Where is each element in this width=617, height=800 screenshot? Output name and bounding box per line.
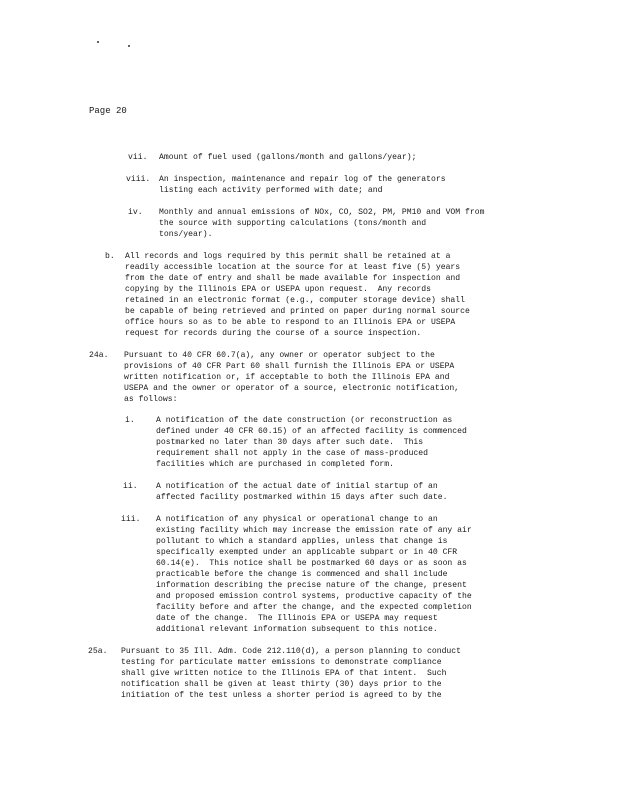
item-label: vii.	[128, 153, 148, 162]
item-label: viii.	[126, 175, 151, 184]
item-label: 24a.	[89, 351, 109, 360]
item-line: initiation of the test unless a shorter period is agreed to by the	[121, 691, 442, 700]
item-line: Pursuant to 40 CFR 60.7(a), any owner or operator subject to the	[124, 351, 435, 360]
item-line: office hours so as to be able to respond to an Illinois EPA or USEPA	[125, 318, 456, 327]
item-line: postmarked no later than 30 days after such date. This	[156, 438, 424, 447]
item-line: A notification of the date construction (or reconstruction as	[156, 416, 453, 425]
item-line: existing facility which may increase the emission rate of any air	[156, 526, 472, 535]
item-line: USEPA and the owner or operator of a source, electronic notification,	[124, 384, 460, 393]
item-line: tons/year).	[159, 230, 213, 239]
item-line: date of the change. The Illinois EPA or USEPA may request	[156, 614, 438, 623]
item-line: Amount of fuel used (gallons/month and gallons/year);	[159, 153, 417, 162]
item-line: request for records during the course of a source inspection.	[125, 329, 422, 338]
item-line: additional relevant information subsequent to this notice.	[156, 625, 438, 634]
item-line: listing each activity performed with date; and	[159, 186, 383, 195]
item-line: from the date of entry and shall be made available for inspection and	[125, 274, 461, 283]
item-line: practicable before the change is commenced and shall include	[156, 570, 448, 579]
item-line: information describing the precise nature of the change, present	[156, 581, 467, 590]
item-label: ii.	[123, 482, 138, 491]
item-label: i.	[125, 416, 135, 425]
item-label: iii.	[121, 515, 141, 524]
item-line: defined under 40 CFR 60.15) of an affected facility is commenced	[156, 427, 467, 436]
item-line: specifically exempted under an applicable subpart or in 40 CFR	[156, 548, 458, 557]
item-line: provisions of 40 CFR Part 60 shall furnish the Illinois EPA or USEPA	[124, 362, 455, 371]
item-line: retained in an electronic format (e.g., computer storage device) shall	[125, 296, 465, 305]
item-label: iv.	[128, 208, 143, 217]
item-line: and proposed emission control systems, productive capacity of the	[156, 592, 472, 601]
item-line: A notification of any physical or operational change to an	[156, 515, 438, 524]
item-line: readily accessible location at the source for at least five (5) years	[125, 263, 461, 272]
item-line: testing for particulate matter emissions to demonstrate compliance	[121, 658, 442, 667]
item-line: as follows:	[124, 395, 178, 404]
item-label: 25a.	[88, 647, 108, 656]
item-line: A notification of the actual date of initial startup of an	[156, 482, 438, 491]
item-line: Pursuant to 35 Ill. Adm. Code 212.110(d), a person planning to conduct	[121, 647, 461, 656]
item-line: the source with supporting calculations (tons/month and	[159, 219, 427, 228]
item-line: All records and logs required by this permit shall be retained at a	[125, 252, 451, 261]
item-line: pollutant to which a standard applies, unless that change is	[156, 537, 448, 546]
item-line: written notification or, if acceptable to both the Illinois EPA and	[124, 373, 450, 382]
item-line: shall give written notice to the Illinois EPA of that intent. Such	[121, 669, 447, 678]
item-line: copying by the Illinois EPA or USEPA upon request. Any records	[125, 285, 431, 294]
item-line: facility before and after the change, and the expected completion	[156, 603, 472, 612]
item-line: facilities which are purchased in completed form.	[156, 460, 394, 469]
page-number: Page 20	[89, 106, 127, 116]
item-line: notification shall be given at least thirty (30) days prior to the	[121, 680, 442, 689]
scan-speck	[128, 45, 130, 47]
item-line: An inspection, maintenance and repair log of the generators	[159, 175, 446, 184]
scan-speck	[97, 41, 99, 43]
item-line: requirement shall not apply in the case of mass-produced	[156, 449, 428, 458]
item-line: affected facility postmarked within 15 days after such date.	[156, 493, 448, 502]
item-line: be capable of being retrieved and printed on paper during normal source	[125, 307, 470, 316]
item-label: b.	[105, 252, 115, 261]
item-line: 60.14(e). This notice shall be postmarked 60 days or as soon as	[156, 559, 467, 568]
item-line: Monthly and annual emissions of NOx, CO, SO2, PM, PM10 and VOM from	[159, 208, 485, 217]
